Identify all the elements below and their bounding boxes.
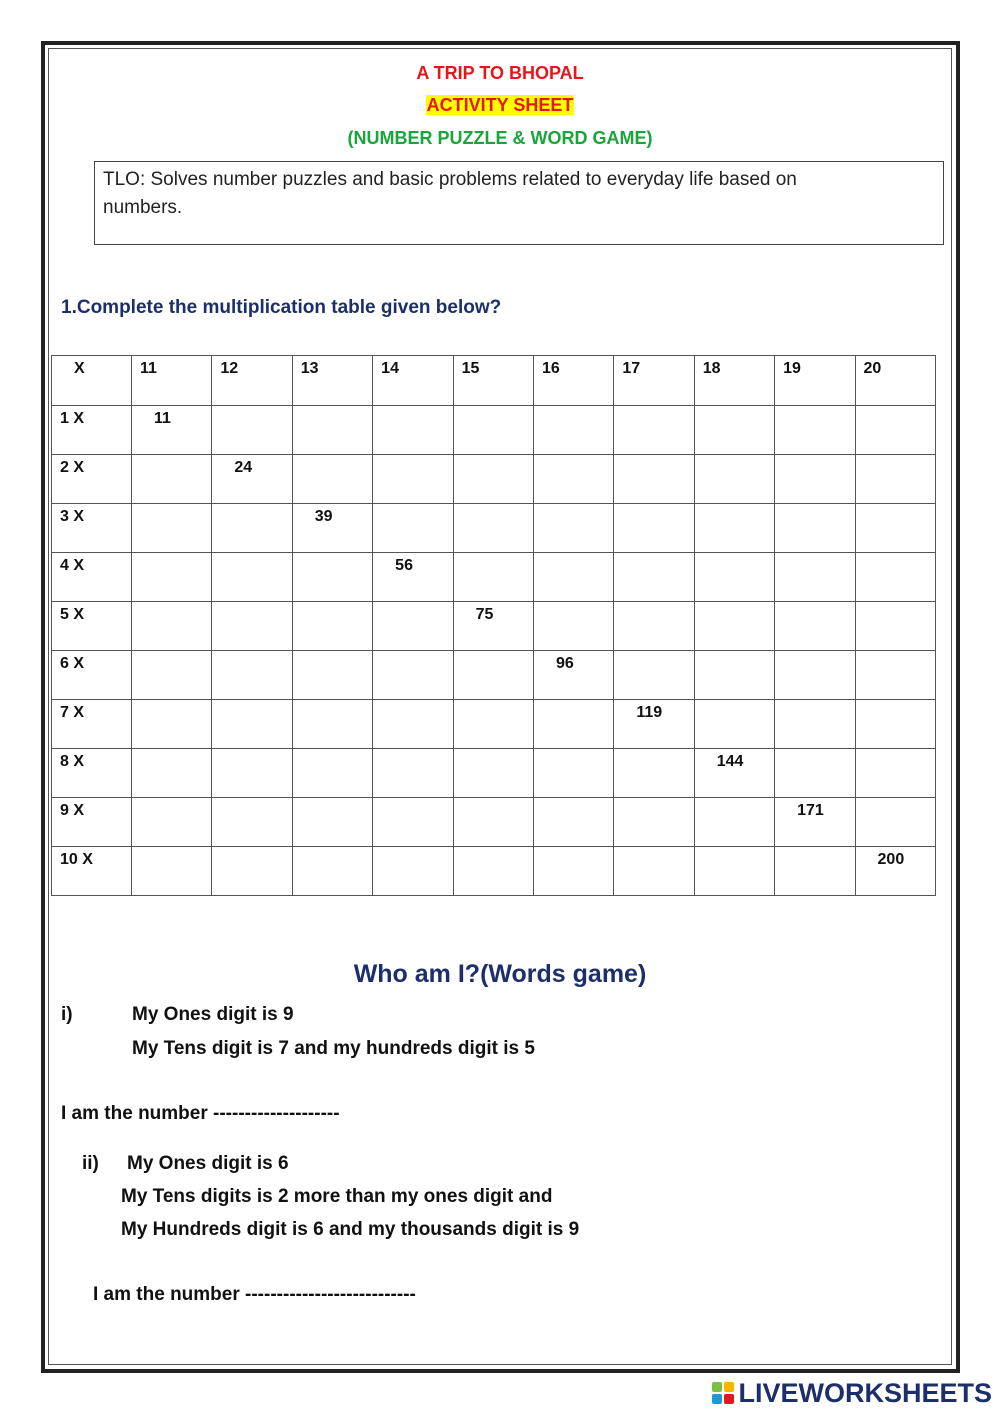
blank-answer-cell[interactable] (132, 553, 212, 602)
table-corner-cell: X (52, 356, 132, 406)
blank-answer-cell[interactable] (533, 406, 613, 455)
blank-answer-cell[interactable] (212, 749, 292, 798)
blank-answer-cell[interactable] (453, 553, 533, 602)
liveworksheets-logo-icon (712, 1382, 734, 1404)
blank-answer-cell[interactable] (292, 553, 372, 602)
column-header: 11 (132, 356, 212, 406)
blank-answer-cell[interactable] (775, 504, 855, 553)
table-row (52, 700, 936, 749)
row-label: 2 X (52, 455, 132, 504)
blank-answer-cell[interactable] (453, 455, 533, 504)
blank-answer-cell[interactable] (855, 602, 935, 651)
blank-answer-cell[interactable] (614, 553, 694, 602)
blank-answer-cell[interactable] (292, 651, 372, 700)
blank-answer-cell[interactable] (453, 504, 533, 553)
row-label: 6 X (52, 651, 132, 700)
blank-answer-cell[interactable] (453, 749, 533, 798)
blank-answer-cell[interactable] (533, 455, 613, 504)
puzzle-subtitle: (NUMBER PUZZLE & WORD GAME) (347, 128, 653, 148)
table-row (52, 406, 936, 455)
blank-answer-cell[interactable] (855, 749, 935, 798)
q2-line-2: My Tens digits is 2 more than my ones digit and (121, 1186, 553, 1207)
blank-answer-cell[interactable] (212, 406, 292, 455)
blank-answer-cell[interactable] (132, 504, 212, 553)
q1-answer-line[interactable]: I am the number -------------------- (61, 1103, 340, 1124)
row-label: 7 X (52, 700, 132, 749)
activity-sheet-label: ACTIVITY SHEET (426, 95, 574, 115)
blank-answer-cell[interactable] (212, 553, 292, 602)
blank-answer-cell[interactable] (212, 504, 292, 553)
blank-answer-cell[interactable] (212, 651, 292, 700)
filled-answer-cell: 24 (212, 455, 292, 504)
filled-answer-cell: 96 (533, 651, 613, 700)
blank-answer-cell[interactable] (132, 847, 212, 896)
column-header: 18 (694, 356, 774, 406)
q1-line-1: My Ones digit is 9 (132, 1004, 294, 1025)
blank-answer-cell[interactable] (855, 455, 935, 504)
table-row (52, 847, 936, 896)
blank-answer-cell[interactable] (373, 651, 453, 700)
q1-marker: i) (61, 1004, 73, 1025)
blank-answer-cell[interactable] (775, 455, 855, 504)
blank-answer-cell[interactable] (614, 602, 694, 651)
column-header: 14 (373, 356, 453, 406)
column-header: 19 (775, 356, 855, 406)
blank-answer-cell[interactable] (614, 847, 694, 896)
blank-answer-cell[interactable] (292, 700, 372, 749)
row-label: 4 X (52, 553, 132, 602)
blank-answer-cell[interactable] (292, 406, 372, 455)
blank-answer-cell[interactable] (373, 602, 453, 651)
liveworksheets-brand-text: LIVEWORKSHEETS (738, 1377, 992, 1408)
blank-answer-cell[interactable] (292, 798, 372, 847)
blank-answer-cell[interactable] (855, 798, 935, 847)
blank-answer-cell[interactable] (212, 700, 292, 749)
row-label: 3 X (52, 504, 132, 553)
column-header: 13 (292, 356, 372, 406)
multiplication-table (51, 355, 936, 896)
blank-answer-cell[interactable] (694, 700, 774, 749)
blank-answer-cell[interactable] (373, 847, 453, 896)
blank-answer-cell[interactable] (775, 700, 855, 749)
blank-answer-cell[interactable] (453, 798, 533, 847)
blank-answer-cell[interactable] (373, 504, 453, 553)
filled-answer-cell: 119 (614, 700, 694, 749)
filled-answer-cell: 200 (855, 847, 935, 896)
row-label: 5 X (52, 602, 132, 651)
blank-answer-cell[interactable] (855, 651, 935, 700)
blank-answer-cell[interactable] (855, 504, 935, 553)
blank-answer-cell[interactable] (694, 406, 774, 455)
column-header: 20 (855, 356, 935, 406)
blank-answer-cell[interactable] (132, 651, 212, 700)
tlo-box (94, 161, 944, 245)
blank-answer-cell[interactable] (614, 455, 694, 504)
blank-answer-cell[interactable] (694, 847, 774, 896)
liveworksheets-logo[interactable] (712, 1376, 992, 1410)
blank-answer-cell[interactable] (855, 406, 935, 455)
blank-answer-cell[interactable] (132, 749, 212, 798)
q2-line-3: My Hundreds digit is 6 and my thousands digit is 9 (121, 1219, 580, 1240)
worksheet-title: A TRIP TO BHOPAL (416, 63, 584, 83)
blank-answer-cell[interactable] (694, 602, 774, 651)
blank-answer-cell[interactable] (292, 847, 372, 896)
table-row (52, 749, 936, 798)
tlo-line-1: TLO: Solves number puzzles and basic problems related to everyday life based on (103, 169, 797, 190)
blank-answer-cell[interactable] (212, 798, 292, 847)
blank-answer-cell[interactable] (614, 798, 694, 847)
blank-answer-cell[interactable] (614, 406, 694, 455)
row-label: 1 X (52, 406, 132, 455)
filled-answer-cell: 171 (775, 798, 855, 847)
table-row (52, 553, 936, 602)
blank-answer-cell[interactable] (132, 455, 212, 504)
blank-answer-cell[interactable] (775, 847, 855, 896)
blank-answer-cell[interactable] (373, 749, 453, 798)
filled-answer-cell: 39 (292, 504, 372, 553)
blank-answer-cell[interactable] (533, 700, 613, 749)
blank-answer-cell[interactable] (533, 749, 613, 798)
blank-answer-cell[interactable] (453, 847, 533, 896)
blank-answer-cell[interactable] (533, 847, 613, 896)
table-row (52, 602, 936, 651)
filled-answer-cell: 56 (373, 553, 453, 602)
blank-answer-cell[interactable] (533, 504, 613, 553)
blank-answer-cell[interactable] (775, 602, 855, 651)
blank-answer-cell[interactable] (373, 700, 453, 749)
blank-answer-cell[interactable] (373, 406, 453, 455)
blank-answer-cell[interactable] (132, 798, 212, 847)
table-row (52, 798, 936, 847)
filled-answer-cell: 75 (453, 602, 533, 651)
table-row (52, 651, 936, 700)
blank-answer-cell[interactable] (132, 700, 212, 749)
blank-answer-cell[interactable] (614, 651, 694, 700)
filled-answer-cell: 11 (132, 406, 212, 455)
tlo-line-2: numbers. (103, 197, 183, 218)
blank-answer-cell[interactable] (855, 553, 935, 602)
blank-answer-cell[interactable] (694, 504, 774, 553)
table-row (52, 504, 936, 553)
blank-answer-cell[interactable] (533, 798, 613, 847)
blank-answer-cell[interactable] (775, 406, 855, 455)
column-header: 15 (453, 356, 533, 406)
blank-answer-cell[interactable] (614, 504, 694, 553)
blank-answer-cell[interactable] (533, 553, 613, 602)
blank-answer-cell[interactable] (694, 798, 774, 847)
q1-line-2: My Tens digit is 7 and my hundreds digit is 5 (132, 1038, 535, 1059)
blank-answer-cell[interactable] (292, 602, 372, 651)
blank-answer-cell[interactable] (212, 847, 292, 896)
column-header: 17 (614, 356, 694, 406)
column-header: 16 (533, 356, 613, 406)
question-1: 1.Complete the multiplication table given below? (61, 297, 502, 318)
blank-answer-cell[interactable] (453, 406, 533, 455)
blank-answer-cell[interactable] (694, 455, 774, 504)
blank-answer-cell[interactable] (373, 455, 453, 504)
blank-answer-cell[interactable] (775, 749, 855, 798)
blank-answer-cell[interactable] (775, 553, 855, 602)
blank-answer-cell[interactable] (694, 651, 774, 700)
row-label: 10 X (52, 847, 132, 896)
activity-sheet-heading (0, 95, 1000, 116)
q2-marker: ii) (82, 1153, 99, 1174)
table-header-row (52, 356, 936, 406)
row-label: 8 X (52, 749, 132, 798)
blank-answer-cell[interactable] (453, 651, 533, 700)
table-row (52, 455, 936, 504)
blank-answer-cell[interactable] (775, 651, 855, 700)
column-header: 12 (212, 356, 292, 406)
blank-answer-cell[interactable] (132, 602, 212, 651)
filled-answer-cell: 144 (694, 749, 774, 798)
blank-answer-cell[interactable] (373, 798, 453, 847)
blank-answer-cell[interactable] (292, 455, 372, 504)
words-game-title: Who am I?(Words game) (353, 960, 647, 988)
blank-answer-cell[interactable] (855, 700, 935, 749)
blank-answer-cell[interactable] (292, 749, 372, 798)
blank-answer-cell[interactable] (453, 700, 533, 749)
blank-answer-cell[interactable] (614, 749, 694, 798)
q2-line-1: My Ones digit is 6 (127, 1153, 289, 1174)
blank-answer-cell[interactable] (533, 602, 613, 651)
q2-answer-line[interactable]: I am the number --------------------------- (93, 1284, 416, 1305)
blank-answer-cell[interactable] (694, 553, 774, 602)
blank-answer-cell[interactable] (212, 602, 292, 651)
row-label: 9 X (52, 798, 132, 847)
